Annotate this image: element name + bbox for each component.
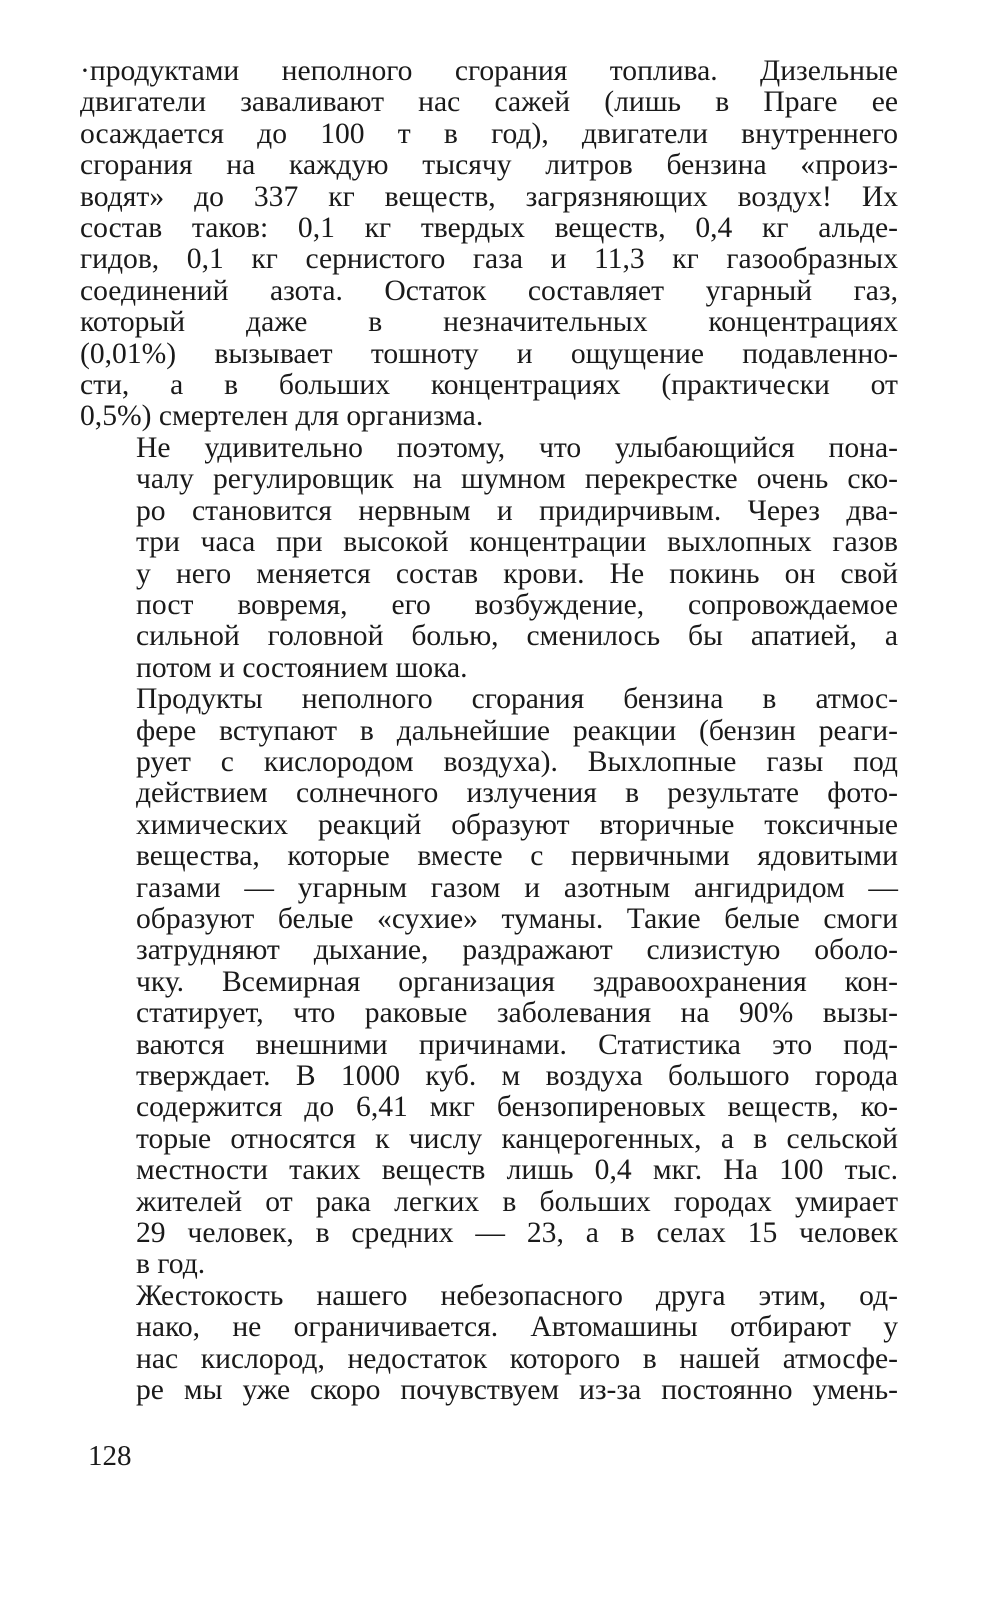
text-line: ·продуктами неполного сгорания топлива. Дизельные [80, 55, 898, 87]
text-line: затрудняют дыхание, раздражают слизистую оболо- [136, 934, 898, 967]
text-line: фере вступают в дальнейшие реакции (бензин реаги- [136, 714, 898, 747]
text-line: торые относятся к числу канцерогенных, а в сельской [136, 1122, 898, 1155]
text-line: Жестокость нашего небезопасного друга этим, од- [136, 1279, 898, 1312]
text-line: вещества, которые вместе с первичными ядовитыми [136, 840, 898, 873]
text-line: Не удивительно поэтому, что улыбающийся пона- [136, 431, 898, 464]
text-line: статирует, что раковые заболевания на 90% вызы- [136, 997, 898, 1030]
text-line: соединений азота. Остаток составляет угарный газ, [80, 274, 898, 307]
text-line: три часа при высокой концентрации выхлопных газов [136, 526, 898, 559]
text-line: гидов, 0,1 кг сернистого газа и 11,3 кг газообразных [80, 243, 898, 276]
text-line: содержится до 6,41 мкг бензопиреновых веществ, ко- [136, 1091, 898, 1124]
text-line: сти, а в больших концентрациях (практически от [80, 369, 898, 402]
text-line: местности таких веществ лишь 0,4 мкг. На 100 тыс. [136, 1154, 898, 1187]
text-line: нас кислород, недостаток которого в нашей атмосфе- [136, 1342, 898, 1375]
text-line: ро становится нервным и придирчивым. Через два- [136, 494, 898, 527]
text-line: состав таков: 0,1 кг твердых веществ, 0,4 кг альде- [80, 212, 898, 245]
text-line: действием солнечного излучения в результате фото- [136, 777, 898, 810]
text-line: ваются внешними причинами. Статистика это под- [136, 1028, 898, 1061]
paragraph-exhaust-composition [80, 56, 898, 433]
text-line: нако, не ограничивается. Автомашины отбирают у [136, 1311, 898, 1344]
text-line: (0,01%) вызывает тошноту и ощущение подавленно- [80, 337, 898, 370]
text-line: чалу регулировщик на шумном перекрестке очень ско- [136, 463, 898, 496]
paragraph-traffic-officer [80, 433, 898, 684]
text-line: газами — угарным газом и азотным ангидридом — [136, 871, 898, 904]
text-line: 29 человек, в средних — 23, а в селах 15 человек [136, 1217, 898, 1250]
page-body [80, 56, 898, 1406]
text-line: образуют белые «сухие» туманы. Такие белые смоги [136, 902, 898, 935]
text-line: осаждается до 100 т в год), двигатели внутреннего [80, 117, 898, 150]
paragraph-oxygen [80, 1281, 898, 1407]
text-line: пост вовремя, его возбуждение, сопровождаемое [136, 588, 898, 621]
text-line: 0,5%) смертелен для организма. [80, 400, 484, 433]
text-line: ре мы уже скоро почувствуем из-за постоянно умень- [136, 1374, 898, 1407]
paragraph-smog-cancer [80, 684, 898, 1281]
text-line: рует с кислородом воздуха). Выхлопные газы под [136, 745, 898, 778]
text-line: потом и состоянием шока. [136, 651, 468, 684]
text-line: жителей от рака легких в больших городах умирает [136, 1185, 898, 1218]
text-line: который даже в незначительных концентрациях [80, 306, 898, 339]
text-line: Продукты неполного сгорания бензина в атмос- [136, 683, 898, 716]
page-number: 128 [88, 1440, 132, 1472]
text-line: сгорания на каждую тысячу литров бензина «произ- [80, 149, 898, 182]
text-line: в год. [136, 1248, 206, 1281]
text-line: химических реакций образуют вторичные токсичные [136, 808, 898, 841]
text-line: чку. Всемирная организация здравоохранения кон- [136, 965, 898, 998]
text-line: сильной головной болью, сменилось бы апатией, а [136, 620, 898, 653]
text-line: тверждает. В 1000 куб. м воздуха большого города [136, 1060, 898, 1092]
text-line: у него меняется состав крови. Не покинь он свой [136, 557, 898, 590]
text-line: водят» до 337 кг веществ, загрязняющих воздух! Их [80, 180, 898, 213]
text-line: двигатели заваливают нас сажей (лишь в Праге ее [80, 86, 898, 119]
